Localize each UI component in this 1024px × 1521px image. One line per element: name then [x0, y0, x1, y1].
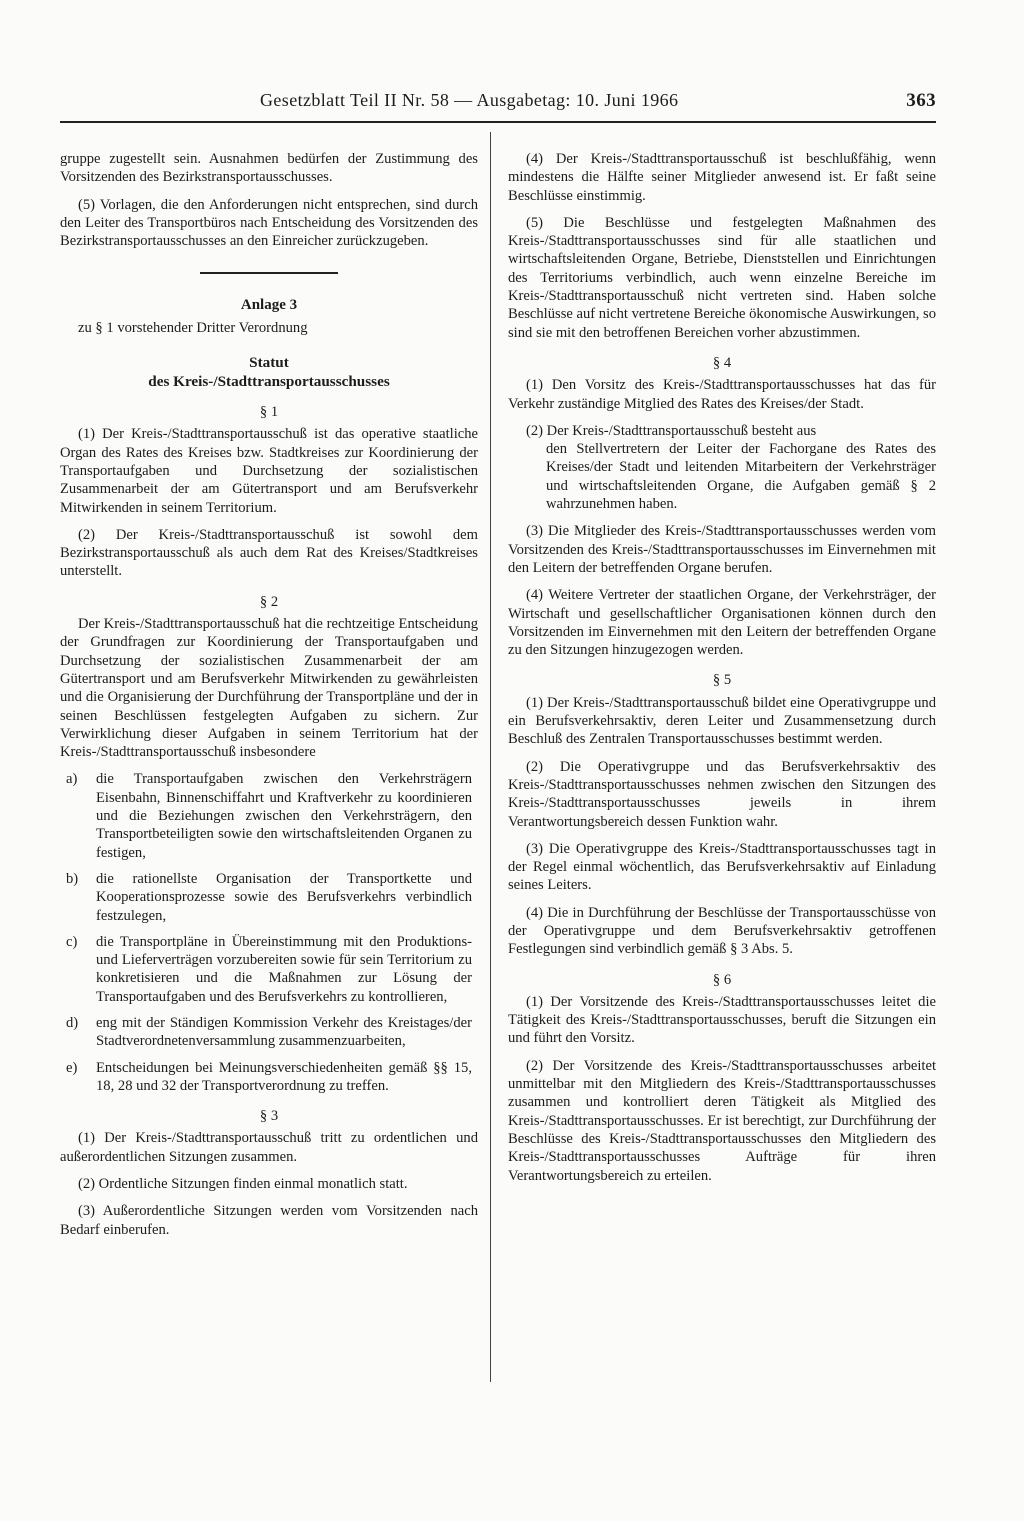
- statut-title: [60, 353, 478, 391]
- paragraph: (2) Der Kreis-/Stadttransportausschuß besteht aus: [526, 422, 817, 439]
- list-item-text: eng mit der Ständigen Kommission Verkehr des Kreistages/der Stadtverordnetenversammlung zusammenzuarbeiten,: [96, 1014, 472, 1050]
- list-item-text: Entscheidungen bei Meinungsverschiedenheiten gemäß §§ 15, 18, 28 und 32 der Transportverordnung zu treffen.: [96, 1059, 472, 1094]
- paragraph: (3) Die Mitglieder des Kreis-/Stadttransportausschusses werden vom Vorsitzenden des Kreis-/Stadttransportausschusses im Einvernehmen mit den Leitern der betreffenden Organe berufen.: [508, 523, 936, 576]
- paragraph: (2) Der Vorsitzende des Kreis-/Stadttransportausschusses arbeitet unmittelbar mit den Mitgliedern des Kreis-/Stadttransportausschusses zusammen und kontrolliert deren Tätigkeit als Mitglied des Kreis-/Stadttransportausschusses. Er ist berechtigt, zur Durchführung der Beschlüsse des Kreis-/Stadttransportausschusses den Mitgliedern des Kreis-/Stadttransportausschusses Aufträge für ihren Verantwortungsbereich zu erteilen.: [508, 1057, 936, 1184]
- section-heading: § 5: [712, 672, 732, 689]
- list-item-label: a): [66, 771, 78, 788]
- paragraph: (2) Der Kreis-/Stadttransportausschuß ist sowohl dem Bezirkstransportausschuß als auch dem Rat des Kreises/Stadtkreises unterstellt.: [60, 526, 478, 580]
- paragraph: (1) Der Vorsitzende des Kreis-/Stadttransportausschusses leitet die Tätigkeit des Kreis-/Stadttransportausschusses, beruft die Sitzungen ein und führt den Vorsitz.: [508, 993, 936, 1047]
- list-item-text: die Transportaufgaben zwischen den Verkehrsträgern Eisenbahn, Binnenschiffahrt und Kraftverkehr zu koordinieren und die Beziehungen zwischen den Verkehrsträgern, den Transportbeteiligten sowie den wirtschaftsleitenden Organen zu festigen,: [96, 771, 472, 861]
- section-heading: § 2: [259, 593, 279, 610]
- list-item: [60, 870, 478, 925]
- paragraph: (1) Der Kreis-/Stadttransportausschuß bildet eine Operativgruppe und ein Berufsverkehrsaktiv, deren Leiter und Zusammensetzung durch Beschluß des Zentralen Transportausschusses bestimmt werden.: [508, 694, 936, 748]
- section-heading: § 6: [712, 971, 732, 988]
- paragraph: gruppe zugestellt sein. Ausnahmen bedürfen der Zustimmung des Vorsitzenden des Bezirkstransportausschusses.: [60, 151, 478, 186]
- section-heading: § 4: [712, 354, 732, 371]
- section-divider: [200, 272, 338, 274]
- list-item-label: d): [66, 1014, 79, 1031]
- item-list: [60, 770, 478, 1095]
- paragraph: (4) Der Kreis-/Stadttransportausschuß ist beschlußfähig, wenn mindestens die Hälfte seiner Mitglieder anwesend ist. Er faßt seine Beschlüsse einstimmig.: [508, 151, 936, 204]
- indented-block: den Stellvertretern der Leiter der Fachorgane des Rates des Kreises/der Stadt und leitenden Mitarbeitern der Verkehrsträger und wirtschaftsleitenden Organe, die Aufgaben gemäß § 2 wahrzunehmen haben.: [546, 441, 936, 513]
- page-header: [60, 88, 936, 116]
- list-item: [60, 770, 478, 861]
- header-title: Gesetzblatt Teil II Nr. 58 — Ausgabetag: 10. Juni 1966: [260, 90, 679, 110]
- list-item-label: c): [66, 933, 78, 950]
- right-column: [508, 150, 936, 1194]
- paragraph: (5) Die Beschlüsse und festgelegten Maßnahmen des Kreis-/Stadttransportausschusses sind für alle staatlichen und wirtschaftsleitenden Organe, Betriebe, Dienststellen und Einrichtungen des Territoriums verbindlich, auch wenn einzelne Bereiche im Kreis-/Stadttransportausschuß nicht vertreten sind. Haben solche Beschlüsse auf nicht vertretene Bereiche ökonomische Auswirkungen, so sind sie mit den betroffenen Bereichen vorher abzustimmen.: [508, 214, 936, 341]
- anlage-title: Anlage 3: [240, 297, 298, 314]
- section-heading: § 3: [259, 1108, 279, 1125]
- list-item: [60, 1014, 478, 1051]
- paragraph: (1) Der Kreis-/Stadttransportausschuß tritt zu ordentlichen und außerordentlichen Sitzungen zusammen.: [60, 1130, 478, 1165]
- paragraph: (1) Der Kreis-/Stadttransportausschuß ist das operative staatliche Organ des Rates des Kreises bzw. Stadtkreises zur Koordinierung der Transportaufgaben und Durchsetzung der sozialistischen Zusammenarbeit der am Gütertransport und am Berufsverkehr Mitwirkenden in seinem Territorium.: [60, 426, 478, 516]
- list-item-text: die rationellste Organisation der Transportkette und Kooperationsprozesse sowie des Berufsverkehrs verbindlich festzulegen,: [96, 870, 472, 924]
- anlage-subtitle: zu § 1 vorstehender Dritter Verordnung: [78, 319, 308, 336]
- paragraph: (4) Weitere Vertreter der staatlichen Organe, der Verkehrsträger, der Wirtschaft und gesellschaftlicher Organisationen können durch den Vorsitzenden im Einvernehmen mit den Leitern der betreffenden Organe zu den Sitzungen hinzugezogen werden.: [508, 587, 936, 659]
- paragraph: (2) Die Operativgruppe und das Berufsverkehrsaktiv des Kreis-/Stadttransportausschusses nehmen zwischen den Sitzungen des Kreis-/Stadttransportausschusses jeweils in ihrem Verantwortungsbereich dessen Funktion wahr.: [508, 758, 936, 830]
- paragraph: (3) Außerordentliche Sitzungen werden vom Vorsitzenden nach Bedarf einberufen.: [60, 1203, 478, 1238]
- list-item-label: b): [66, 870, 79, 887]
- list-item: [60, 933, 478, 1006]
- statut-title-line: des Kreis-/Stadttransportausschusses: [148, 373, 390, 391]
- statut-title-line: Statut: [249, 354, 289, 372]
- column-divider: [490, 132, 491, 1382]
- paragraph: (3) Die Operativgruppe des Kreis-/Stadttransportausschusses tagt in der Regel einmal wöchentlich, das Berufsverkehrsaktiv auf Einladung seines Leiters.: [508, 840, 936, 894]
- page-number: 363: [906, 90, 936, 111]
- list-item-label: e): [66, 1059, 78, 1076]
- paragraph: (1) Den Vorsitz des Kreis-/Stadttransportausschusses hat das für Verkehr zuständige Mitglied des Rates des Kreises/der Stadt.: [508, 377, 936, 412]
- list-item-text: die Transportpläne in Übereinstimmung mit den Produktions- und Lieferverträgen vorzubereiten sowie für sein Territorium zu konkretisieren und die Maßnahmen zur Lösung der Transportaufgaben und des Berufsverkehrs zu kontrollieren,: [96, 933, 472, 1005]
- list-item: [60, 1059, 478, 1096]
- paragraph: (2) Ordentliche Sitzungen finden einmal monatlich statt.: [78, 1176, 408, 1193]
- header-rule: [60, 121, 936, 123]
- paragraph: Der Kreis-/Stadttransportausschuß hat die rechtzeitige Entscheidung der Grundfragen zur Koordinierung der Transportaufgaben und Durchsetzung der sozialistischen Zusammenarbeit der am Gütertransport und am Berufsverkehr Mitwirkenden zu gewährleisten und die Organisierung der Durchführung der Transportpläne und der in seinen Beschlüssen festgelegten Aufgaben zu sichern. Zur Verwirklichung dieser Aufgaben in seinem Territorium hat der Kreis-/Stadttransportausschuß insbesondere: [60, 616, 478, 761]
- paragraph: (4) Die in Durchführung der Beschlüsse der Transportausschüsse von der Operativgruppe und dem Berufsverkehrsaktiv getroffenen Festlegungen sind verbindlich gemäß § 3 Abs. 5.: [508, 904, 936, 958]
- section-heading: § 1: [259, 404, 279, 421]
- left-column: [60, 150, 478, 1248]
- paragraph: (5) Vorlagen, die den Anforderungen nicht entsprechen, sind durch den Leiter des Transportbüros nach Entscheidung des Vorsitzenden des Bezirkstransportausschusses an den Einreicher zurückzugeben.: [60, 196, 478, 250]
